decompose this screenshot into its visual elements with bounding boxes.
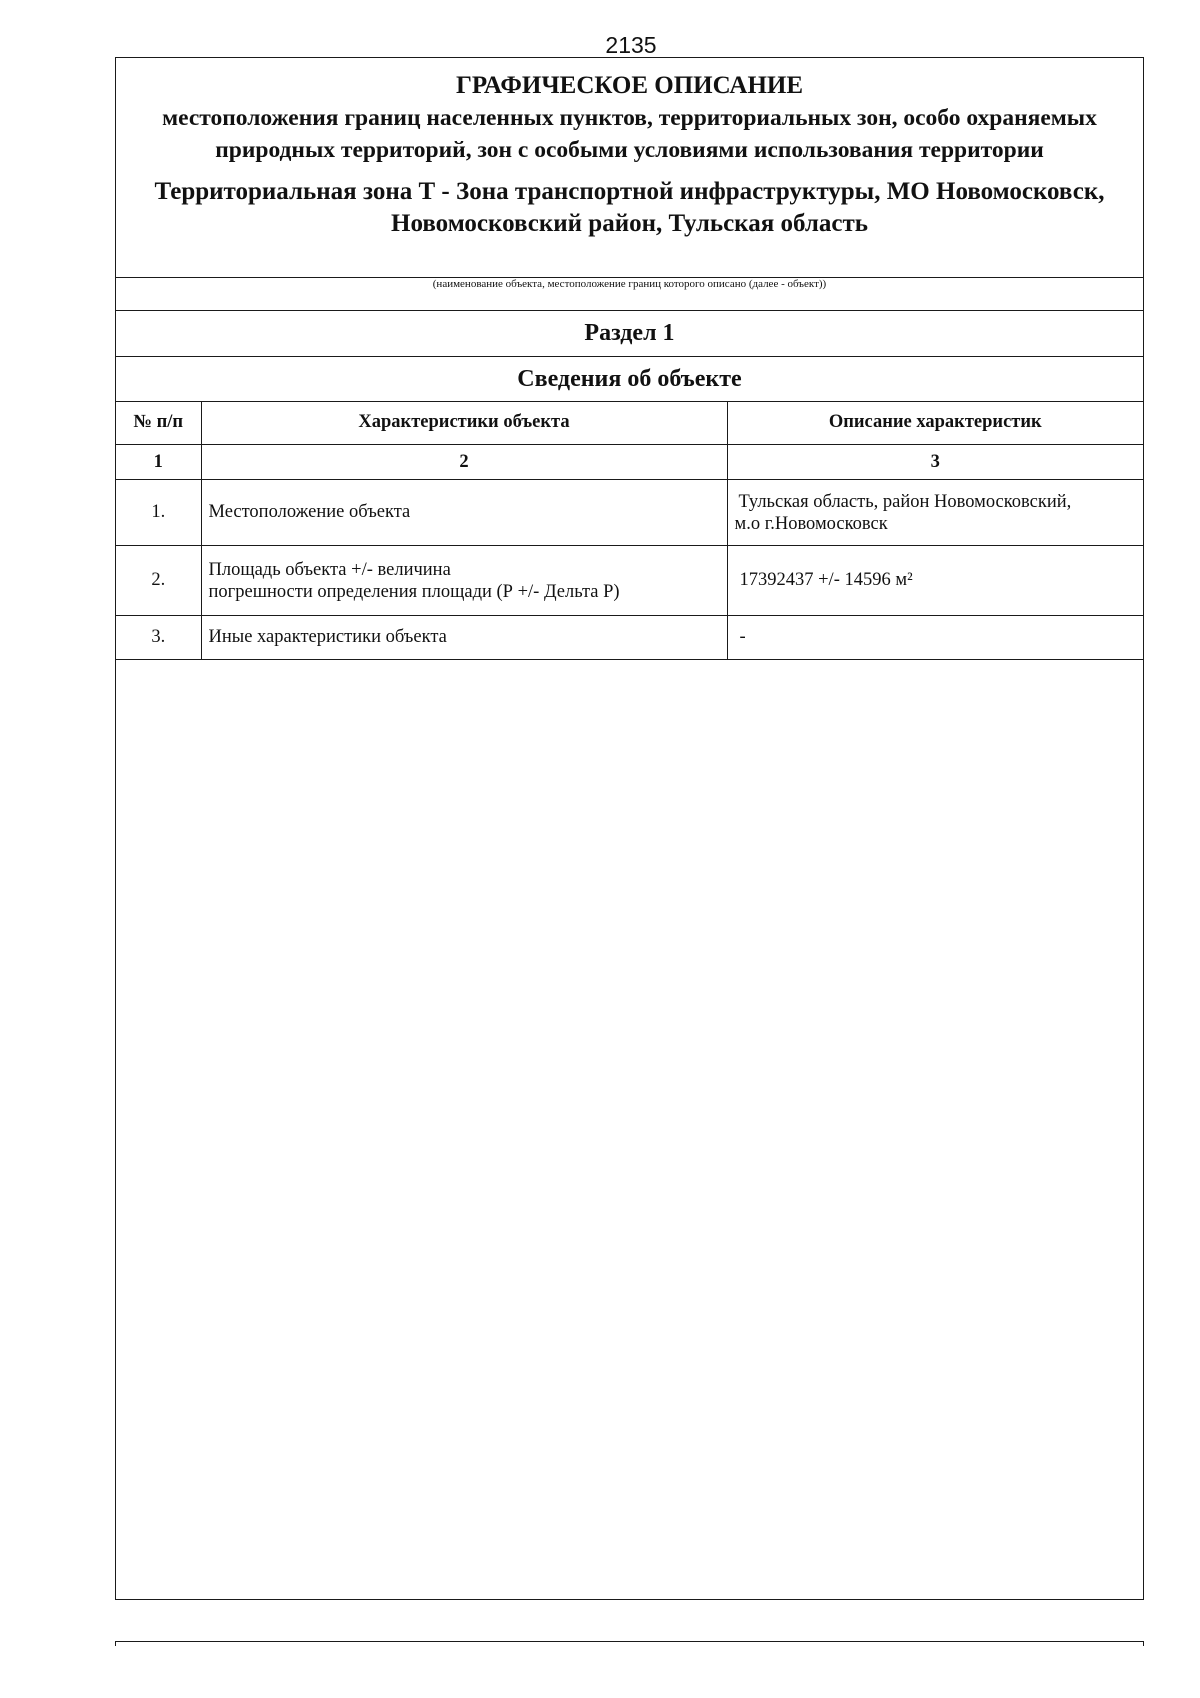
page-number: 2135: [605, 32, 657, 58]
row-description-line: Тульская область, район Новомосковский,: [738, 491, 1072, 512]
document-frame: [115, 57, 1144, 1600]
column-number-row: [116, 445, 1143, 480]
column-header-characteristic: Характеристики объекта: [201, 401, 727, 445]
row-characteristic: [201, 546, 727, 616]
section-heading: Сведения об объекте: [517, 366, 742, 392]
row-number: 1.: [116, 480, 201, 546]
table-row: [116, 546, 1143, 616]
column-number: 3: [727, 445, 1143, 480]
row-number: 3.: [116, 616, 201, 660]
row-characteristic-line: Площадь объекта +/- величина: [208, 559, 451, 580]
row-description: 17392437 +/- 14596 м²: [727, 546, 1143, 616]
document-header: [116, 58, 1143, 277]
bottom-rule: [115, 1641, 1144, 1646]
row-description: -: [727, 616, 1143, 660]
document-title: ГРАФИЧЕСКОЕ ОПИСАНИЕ: [455, 72, 804, 99]
document-subtitle: местоположения границ населенных пунктов, территориальных зон, особо охраняемых природных территорий, зон с особыми условиями использования территории: [162, 105, 1097, 163]
object-name: Территориальная зона Т - Зона транспортной инфраструктуры, МО Новомосковск, Новомосковский район, Тульская область: [154, 178, 1105, 237]
table-row: [116, 480, 1143, 546]
table-header-row: [116, 401, 1143, 445]
row-characteristic: Местоположение объекта: [201, 480, 727, 546]
row-description-line: м.о г.Новомосковск: [734, 513, 888, 534]
row-number: 2.: [116, 546, 201, 616]
row-characteristic: Иные характеристики объекта: [201, 616, 727, 660]
column-number: 1: [116, 445, 201, 480]
section-label: Раздел 1: [584, 320, 675, 346]
column-number: 2: [201, 445, 727, 480]
column-header-number: № п/п: [116, 401, 201, 445]
object-name-caption: (наименование объекта, местоположение границ которого описано (далее - объект)): [432, 278, 827, 290]
table-row: [116, 616, 1143, 660]
object-info-table: [116, 401, 1143, 660]
column-header-description: Описание характеристик: [727, 401, 1143, 445]
row-description: [727, 480, 1143, 546]
row-characteristic-line: погрешности определения площади (Р +/- Дельта Р): [208, 581, 620, 602]
